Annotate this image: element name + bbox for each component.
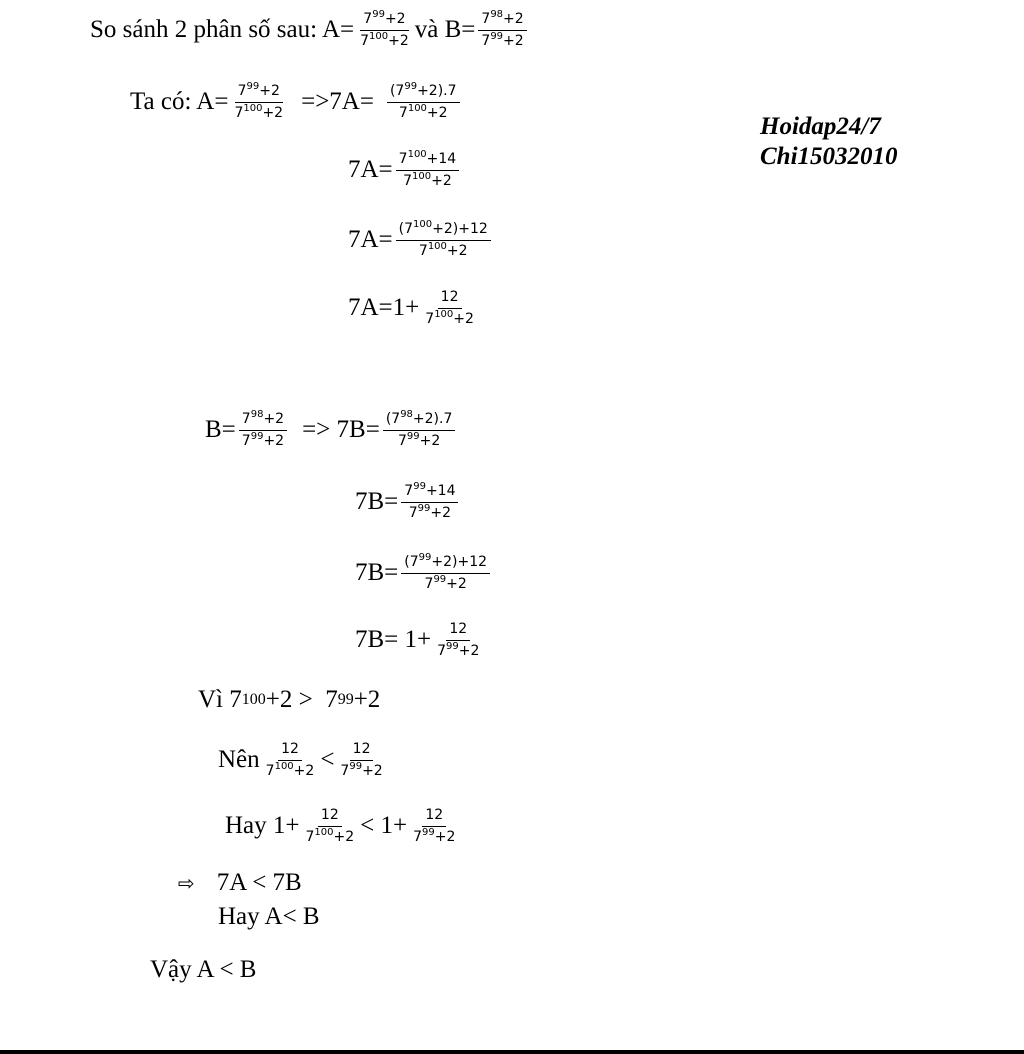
exponent: 100 — [314, 826, 334, 838]
line-text: < 1+ — [360, 812, 408, 839]
problem-text: So sánh 2 phân số sau: A= — [90, 16, 355, 43]
exponent: 99 — [349, 760, 363, 772]
exponent: 99 — [418, 552, 432, 564]
fraction: $\frac{12}{7^{99}+2}$ — [437, 621, 480, 659]
line-ta-co — [130, 72, 463, 132]
line-text: 7B= — [355, 559, 399, 586]
line-text: Hay 1+ — [225, 812, 300, 839]
exponent: 98 — [490, 9, 504, 21]
line-7a-step-3 — [348, 278, 480, 338]
exponent: 99 — [417, 502, 431, 514]
fraction: $\frac{(7^{99}+2)+12}{7^{99}+2}$ — [401, 554, 490, 591]
exponent: 99 — [250, 430, 264, 442]
line-7b-step-1 — [355, 472, 461, 532]
implies-arrow-icon: ⇨ — [178, 871, 195, 895]
fraction-b: $\frac{7^{98}+2}{7^{99}+2}$ — [478, 11, 526, 48]
line-hay-2 — [218, 887, 320, 947]
conjunction-text: và B= — [414, 16, 476, 43]
fraction: $\frac{12}{7^{100}+2}$ — [265, 741, 315, 779]
line-text: 7B= 1+ — [355, 626, 432, 653]
line-text: +2 — [353, 686, 381, 713]
exponent: 99 — [406, 430, 420, 442]
line-text: 7B= — [355, 488, 399, 515]
line-text: Vậy A < B — [150, 956, 257, 983]
exponent: 100 — [407, 102, 427, 114]
fraction: $\frac{(7^{98}+2).7}{7^{99}+2}$ — [383, 411, 456, 448]
line-b-def — [205, 400, 458, 460]
line-vi: Vì 7 100 +2 > 7 99 +2 — [198, 686, 381, 713]
line-problem-statement — [90, 0, 530, 60]
fraction-a: $\frac{7^{99}+2}{7^{100}+2}$ — [360, 9, 409, 49]
exponent: 100 — [412, 170, 432, 182]
line-text: 7A= — [348, 226, 393, 253]
line-text: B= — [205, 416, 236, 443]
watermark-line-1: Hoidap24/7 — [760, 113, 881, 140]
line-text: Hay A< B — [218, 903, 320, 930]
line-text: +2 > 7 — [265, 686, 338, 713]
watermark — [760, 112, 898, 172]
less-than-sign: < — [320, 746, 335, 773]
exponent: 99 — [490, 30, 504, 42]
exponent: 100 — [369, 30, 389, 42]
exponent: 100 — [427, 240, 447, 252]
line-text: 7A=1+ — [348, 294, 420, 321]
line-text: 7A= — [348, 156, 393, 183]
exponent: 100 — [407, 149, 427, 161]
exponent: 99 — [413, 481, 426, 493]
line-text: Vì 7 — [198, 686, 242, 713]
line-7a-step-2 — [348, 210, 494, 270]
exponent: 99 — [404, 81, 418, 93]
exponent: 100 — [434, 308, 454, 320]
fraction: $\frac{12}{7^{100}+2}$ — [305, 807, 355, 845]
line-text: Ta có: A= — [130, 88, 229, 115]
line-text: => 7B= — [302, 416, 380, 443]
fraction: $\frac{12}{7^{100}+2}$ — [425, 289, 474, 327]
line-7a-step-1 — [348, 140, 462, 200]
exponent: 100 — [413, 219, 433, 231]
exponent: 99 — [433, 573, 447, 585]
line-hay-1 — [225, 796, 461, 856]
exponent: 99 — [422, 826, 435, 838]
exponent: 100 — [243, 102, 263, 114]
fraction: $\frac{7^{98}+2}{7^{99}+2}$ — [239, 411, 287, 448]
exponent: 99 — [446, 640, 459, 652]
fraction: $\frac{7^{99}+14}{7^{99}+2}$ — [401, 483, 458, 520]
fraction: $\frac{(7^{99}+2).7}{7^{100}+2}$ — [387, 83, 460, 120]
fraction: $\frac{12}{7^{99}+2}$ — [413, 807, 456, 845]
fraction: $\frac{12}{7^{99}+2}$ — [340, 741, 383, 779]
line-nen — [218, 730, 389, 790]
line-text: 7A < 7B — [216, 869, 302, 896]
line-7b-step-3 — [355, 610, 485, 670]
exponent: 98 — [400, 409, 413, 421]
line-text: Nên — [218, 746, 260, 773]
exponent: 99 — [372, 9, 385, 21]
exponent: 98 — [250, 409, 264, 421]
fraction: $\frac{7^{99}+2}{7^{100}+2}$ — [234, 81, 284, 121]
line-conclusion — [150, 940, 256, 1000]
exponent: 100 — [274, 760, 294, 772]
watermark-line-2: Chi15032010 — [760, 143, 898, 170]
exponent: 99 — [246, 81, 260, 93]
fraction: $\frac{(7^{100}+2)+12}{7^{100}+2}$ — [396, 221, 491, 258]
line-7b-step-2 — [355, 543, 493, 603]
line-text: =>7A= — [301, 88, 374, 115]
fraction: $\frac{7^{100}+14}{7^{100}+2}$ — [396, 151, 460, 188]
bottom-rule — [0, 1050, 1024, 1054]
